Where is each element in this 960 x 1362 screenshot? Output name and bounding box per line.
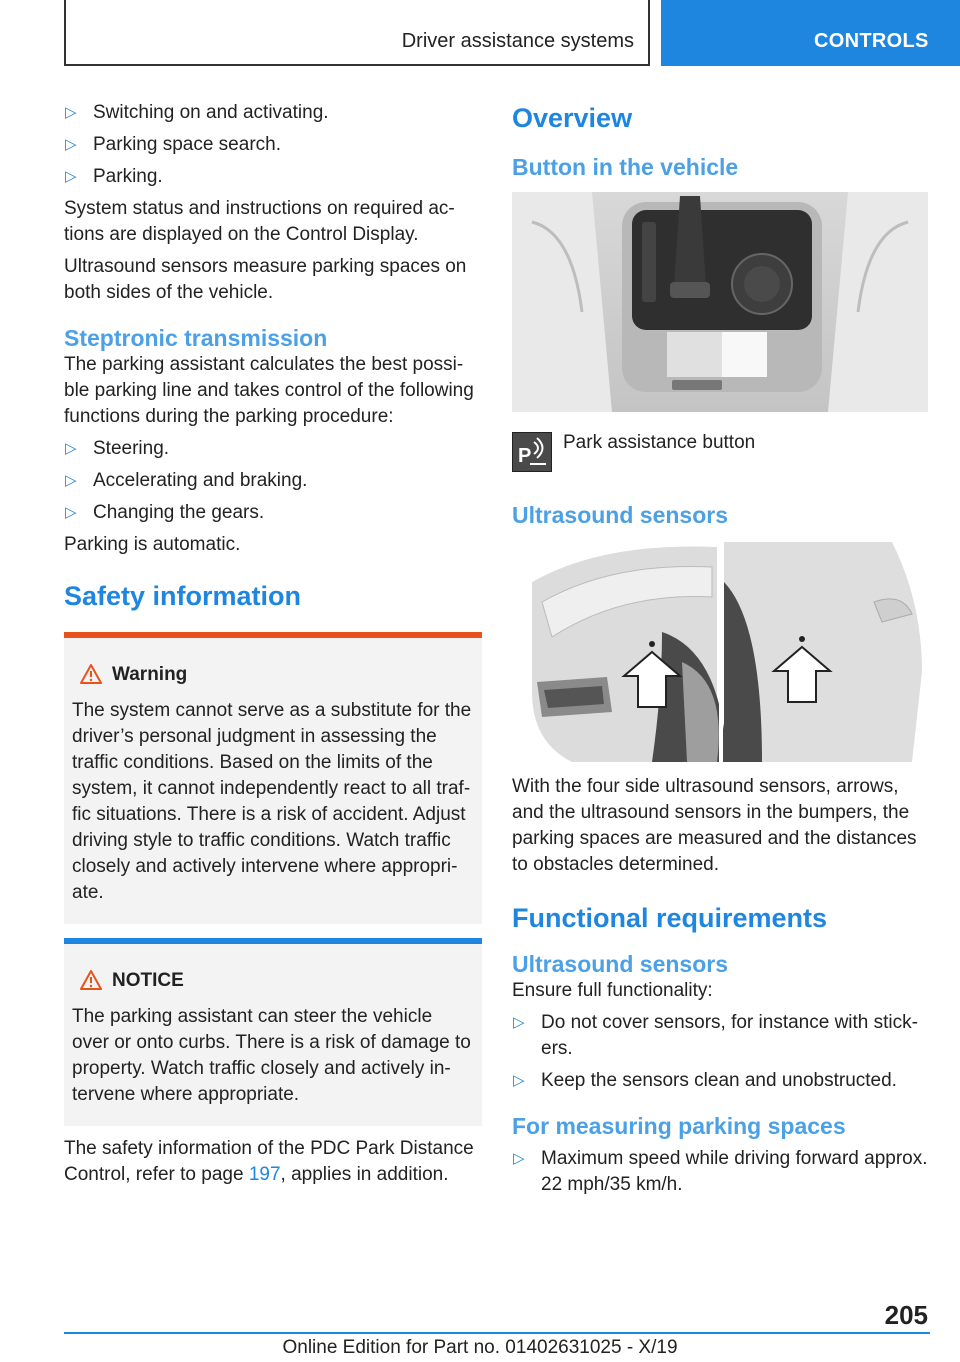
header-section-box <box>64 0 650 66</box>
bullet-triangle-icon: ▷ <box>513 1072 525 1089</box>
bullet-triangle-icon: ▷ <box>513 1014 525 1031</box>
bullet-triangle-icon: ▷ <box>65 472 77 489</box>
footer-divider <box>64 1332 930 1334</box>
paragraph: Parking is automatic. <box>64 534 241 555</box>
warning-box <box>64 632 482 924</box>
warning-triangle-icon <box>80 664 102 684</box>
header-chapter-tab <box>661 0 960 66</box>
list-item: ▷ Keep the sensors clean and unobstructed. <box>512 1068 930 1094</box>
page-link[interactable]: 197 <box>248 1164 281 1185</box>
paragraph: With the four side ultrasound sensors, arrows, and the ultrasound sensors in the bumpers, the parking spaces are measured and the distances to obstacles determined. <box>512 776 917 875</box>
list-item: ▷ Do not cover sensors, for instance with stick‐ers. <box>513 1012 918 1059</box>
list-item: ▷ Changing the gears. <box>64 500 482 526</box>
notice-box <box>64 938 482 1126</box>
park-assist-button-icon <box>512 432 552 472</box>
button-caption: Park assistance button <box>563 432 756 453</box>
center-console-illustration <box>512 192 928 412</box>
page-number: 205 <box>884 1300 928 1330</box>
list-item: ▷ Parking space search. <box>64 132 482 158</box>
paragraph: Ensure full functionality: <box>512 980 713 1001</box>
footer-edition: Online Edition for Part no. 01402631025 - X/19 <box>282 1337 678 1358</box>
notice-title: NOTICE <box>72 968 474 994</box>
bullet-triangle-icon: ▷ <box>65 440 77 457</box>
heading-functional: Functional requirements <box>512 903 828 933</box>
heading-overview: Overview <box>512 103 633 133</box>
sensor-image <box>512 542 928 762</box>
left-column <box>64 100 482 1194</box>
notice-triangle-icon <box>80 970 102 990</box>
bullet-triangle-icon: ▷ <box>65 136 77 153</box>
ultrasound-sensors-illustration <box>512 542 928 762</box>
bullet-triangle-icon: ▷ <box>65 168 77 185</box>
heading-safety: Safety information <box>64 581 302 611</box>
bullet-triangle-icon: ▷ <box>65 504 77 521</box>
heading-steptronic: Steptronic transmission <box>64 325 328 351</box>
header-chapter-title: CONTROLS <box>814 30 929 52</box>
header-section-title: Driver assistance systems <box>401 30 634 52</box>
paragraph: The parking assistant calculates the best possi‐ble parking line and takes control of the following functions during the parking procedure: <box>64 354 474 427</box>
list-item: ▷ Switching on and activating. <box>64 100 482 126</box>
bullet-triangle-icon: ▷ <box>65 104 77 121</box>
paragraph: Ultrasound sensors measure parking spaces on both sides of the vehicle. <box>64 256 467 303</box>
paragraph: System status and instructions on required ac‐tions are displayed on the Control Display. <box>64 198 455 245</box>
list-item: ▷ Maximum speed while driving forward approx. 22 mph/35 km/h. <box>513 1148 928 1195</box>
warning-text: The system cannot serve as a substitute for the driver’s personal judgment in assessing the traffic conditions. Based on the limits of the system, it cannot independently react to all traf‐fic situations. There is a risk of accident. Adjust driving style to traffic conditions. Watch traffic closely and actively intervene where appropri‐ate. <box>72 700 472 903</box>
heading-measuring: For measuring parking spaces <box>512 1113 846 1139</box>
list-item: ▷ Parking. <box>64 164 482 190</box>
right-column <box>512 100 930 1204</box>
console-image <box>512 192 928 412</box>
svg-text:P: P <box>518 445 532 467</box>
heading-ultrasound-2: Ultrasound sensors <box>512 951 728 977</box>
notice-text: The parking assistant can steer the vehicle over or onto curbs. There is a risk of damage to property. Watch traffic closely and actively in‐tervene where appropriate. <box>72 1006 471 1105</box>
button-caption-row <box>512 430 930 500</box>
list-item: ▷ Accelerating and braking. <box>64 468 482 494</box>
list-item: ▷ Steering. <box>64 436 482 462</box>
heading-ultrasound: Ultrasound sensors <box>512 502 728 528</box>
paragraph-pdc-reference: The safety information of the PDC Park Distance Control, refer to page 197, applies in addition. <box>64 1138 474 1185</box>
warning-title: Warning <box>72 662 474 688</box>
heading-button: Button in the vehicle <box>512 154 739 180</box>
bullet-triangle-icon: ▷ <box>513 1150 525 1167</box>
